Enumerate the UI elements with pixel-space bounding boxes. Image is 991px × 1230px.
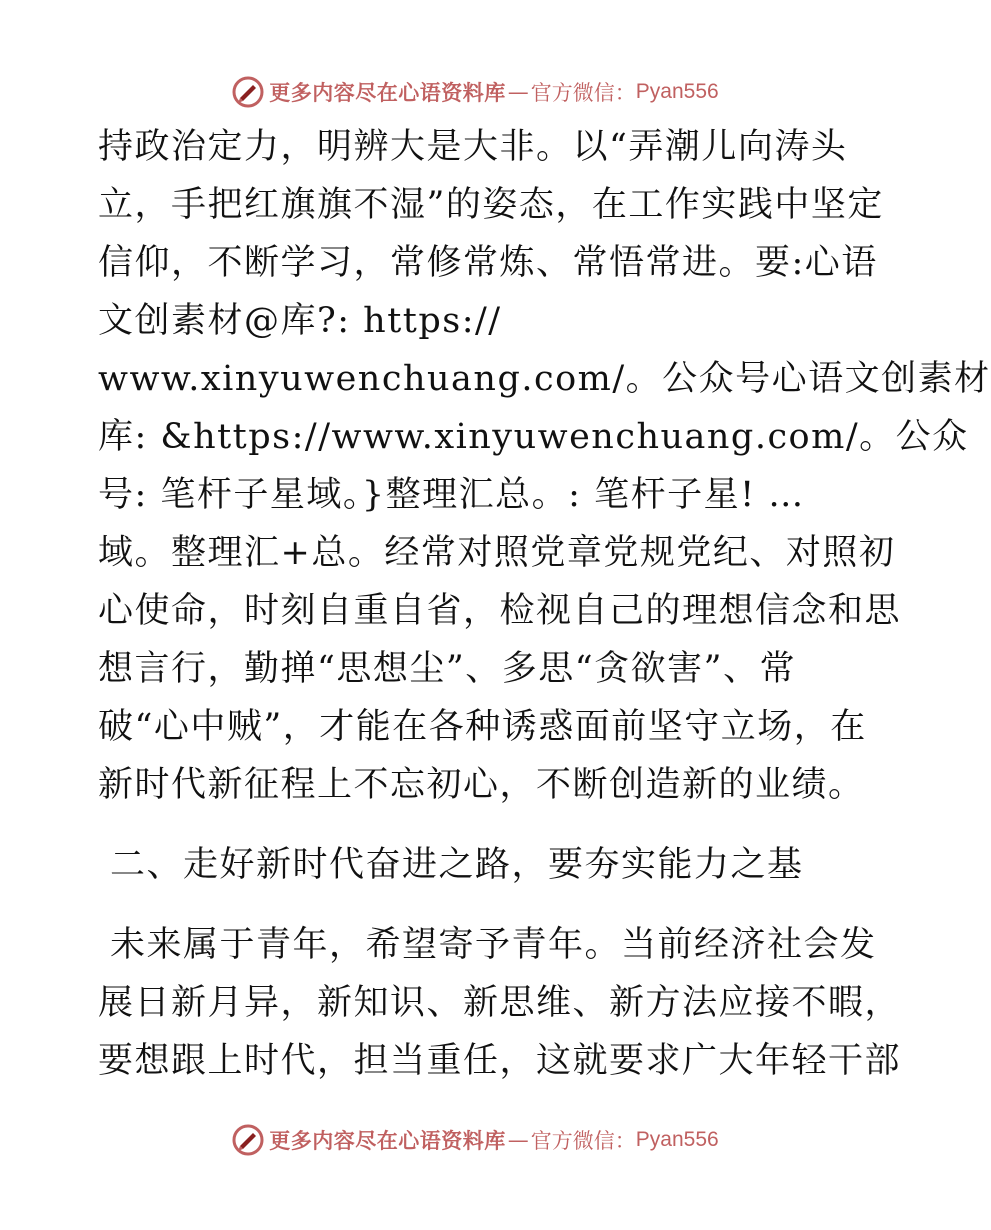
text-line: 域。整理汇+总。经常对照党章党规党纪、对照初 xyxy=(98,533,896,573)
banner-text: 更多内容尽在心语资料库 xyxy=(269,81,506,105)
brand-logo-icon xyxy=(231,1123,265,1157)
text-line: 立，手把红旗旗不湿”的姿态，在工作实践中坚定 xyxy=(98,185,884,225)
text-line: 新时代新征程上不忘初心，不断创造新的业绩。 xyxy=(98,765,865,805)
text-line: 未来属于青年，希望寄予青年。当前经济社会发 xyxy=(110,925,877,965)
banner-wechat-id: Pyan556 xyxy=(635,80,719,103)
text-line: 要想跟上时代，担当重任，这就要求广大年轻干部 xyxy=(98,1041,902,1081)
banner-wechat-label: 官方微信： xyxy=(530,81,636,105)
text-line: 库: &https://www.xinyuwenchuang.com/。公众 xyxy=(98,417,969,457)
text-line: www.xinyuwenchuang.com/。公众号心语文创素材 xyxy=(98,359,991,399)
text-line: 号: 笔杆子星域。}整理汇总。: 笔杆子星! … xyxy=(98,475,805,515)
section-heading: 二、走好新时代奋进之路，要夯实能力之基 xyxy=(110,845,804,885)
text-line: 持政治定力，明辨大是大非。以“弄潮儿向涛头 xyxy=(98,127,848,167)
text-line: 展日新月异，新知识、新思维、新方法应接不暇， xyxy=(98,983,902,1023)
header-watermark-banner xyxy=(0,70,950,114)
text-line: 破“心中贼”，才能在各种诱惑面前坚守立场，在 xyxy=(98,707,867,747)
footer-watermark-banner xyxy=(0,1118,950,1162)
text-line: 想言行，勤掸“思想尘”、多思“贪欲害”、常 xyxy=(98,649,797,689)
banner-text: 更多内容尽在心语资料库 xyxy=(269,1129,506,1153)
banner-separator: — xyxy=(507,1128,529,1152)
paragraph-2 xyxy=(98,916,902,1090)
banner-wechat-id: Pyan556 xyxy=(635,1128,719,1151)
paragraph-1 xyxy=(98,118,991,814)
banner-wechat-label: 官方微信： xyxy=(530,1129,636,1153)
text-line: 心使命，时刻自重自省，检视自己的理想信念和思 xyxy=(98,591,902,631)
banner-separator: — xyxy=(507,80,529,104)
document-body xyxy=(98,118,991,1090)
text-line: 文创素材@库?: https:// xyxy=(98,301,502,341)
brand-logo-icon xyxy=(231,75,265,109)
text-line: 信仰，不断学习，常修常炼、常悟常进。要:心语 xyxy=(98,243,878,283)
